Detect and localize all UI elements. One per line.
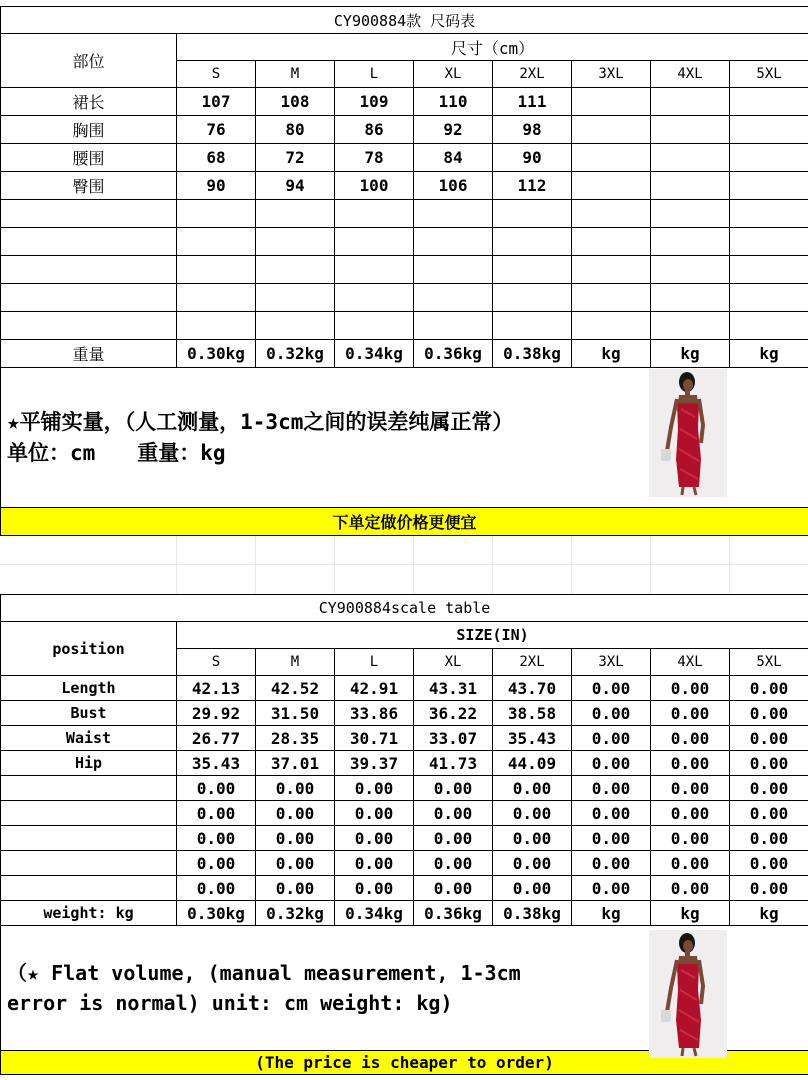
row-label: [1, 826, 177, 851]
measurement-cell: 0.00: [256, 851, 335, 876]
measurement-cell: [335, 312, 414, 340]
order-banner: 下单定做价格更便宜: [1, 508, 808, 536]
measurement-cell: 0.00: [730, 776, 808, 801]
measurement-cell: 0.00: [730, 676, 808, 701]
measurement-cell: [177, 312, 256, 340]
measurement-cell: 0.00: [651, 851, 730, 876]
row-label: [1, 256, 177, 284]
row-label: [1, 876, 177, 901]
measurement-cell: 39.37: [335, 751, 414, 776]
measurement-cell: [572, 172, 651, 200]
measurement-cell: 0.00: [256, 801, 335, 826]
note-line-2: error is normal) unit: cm weight: kg): [7, 991, 453, 1015]
measurement-cell: [730, 256, 808, 284]
size-label: 4XL: [651, 61, 730, 88]
weight-cell: kg: [572, 901, 651, 926]
size-label: 3XL: [572, 649, 651, 676]
table-row: [1, 88, 808, 116]
table-row: [1, 200, 808, 228]
measurement-cell: 0.00: [177, 876, 256, 901]
measurement-cell: [414, 256, 493, 284]
weight-cell: kg: [730, 901, 808, 926]
measurement-cell: [572, 144, 651, 172]
measurement-cell: 0.00: [493, 876, 572, 901]
row-label: 裙长: [1, 88, 177, 116]
table-row: [1, 826, 808, 851]
measurement-cell: [335, 284, 414, 312]
measurement-cell: 110: [414, 88, 493, 116]
row-label: Bust: [1, 701, 177, 726]
table-row: [1, 876, 808, 901]
measurement-cell: 0.00: [651, 726, 730, 751]
measurement-cell: 0.00: [730, 701, 808, 726]
measurement-cell: 0.00: [414, 776, 493, 801]
measurement-cell: [256, 312, 335, 340]
measurement-cell: 33.86: [335, 701, 414, 726]
measurement-cell: [651, 88, 730, 116]
row-label: [1, 284, 177, 312]
weight-cell: 0.30kg: [177, 901, 256, 926]
row-label: 胸围: [1, 116, 177, 144]
measurement-cell: [651, 200, 730, 228]
measurement-cell: 0.00: [730, 801, 808, 826]
measurement-cell: [414, 228, 493, 256]
measurement-cell: 0.00: [256, 776, 335, 801]
table-row: [1, 751, 808, 776]
size-label: 3XL: [572, 61, 651, 88]
weight-cell: 0.34kg: [335, 340, 414, 368]
row-label: [1, 801, 177, 826]
product-photo: [649, 369, 727, 497]
weight-cell: 0.34kg: [335, 901, 414, 926]
measurement-cell: [730, 312, 808, 340]
measurement-cell: [651, 172, 730, 200]
measurement-cell: 0.00: [177, 826, 256, 851]
measurement-cell: [572, 312, 651, 340]
measurement-cell: 42.91: [335, 676, 414, 701]
measurement-cell: 44.09: [493, 751, 572, 776]
measurement-cell: 0.00: [651, 701, 730, 726]
measurement-cell: 0.00: [572, 676, 651, 701]
measurement-cell: [414, 200, 493, 228]
measurement-cell: [256, 256, 335, 284]
measurement-cell: [651, 256, 730, 284]
measurement-cell: 43.31: [414, 676, 493, 701]
weight-cell: kg: [651, 901, 730, 926]
measurement-cell: [493, 312, 572, 340]
measurement-cell: [177, 200, 256, 228]
size-label: L: [335, 649, 414, 676]
measurement-cell: 108: [256, 88, 335, 116]
measurement-cell: 0.00: [572, 826, 651, 851]
measurement-cell: 94: [256, 172, 335, 200]
measurement-cell: [651, 144, 730, 172]
table-row: [1, 284, 808, 312]
measurement-cell: 0.00: [256, 876, 335, 901]
order-banner: (The price is cheaper to order): [1, 1051, 808, 1075]
measurement-cell: [651, 228, 730, 256]
table-title: CY900884scale table: [1, 595, 808, 622]
size-label: M: [256, 61, 335, 88]
table-row: [1, 144, 808, 172]
table-row: [1, 851, 808, 876]
measurement-cell: 0.00: [572, 851, 651, 876]
measurement-cell: 42.13: [177, 676, 256, 701]
measurement-cell: 86: [335, 116, 414, 144]
measurement-cell: 109: [335, 88, 414, 116]
measurement-cell: 0.00: [335, 826, 414, 851]
row-label: [1, 200, 177, 228]
size-label: 5XL: [730, 649, 808, 676]
row-label: Length: [1, 676, 177, 701]
measurement-cell: 0.00: [730, 851, 808, 876]
measurement-cell: [493, 200, 572, 228]
measurement-cell: 0.00: [335, 851, 414, 876]
measurement-cell: 0.00: [414, 826, 493, 851]
measurement-cell: 106: [414, 172, 493, 200]
measurement-cell: 0.00: [651, 776, 730, 801]
measurement-cell: 92: [414, 116, 493, 144]
measurement-cell: [493, 228, 572, 256]
measurement-cell: [572, 228, 651, 256]
measurement-cell: [572, 284, 651, 312]
measurement-cell: 35.43: [177, 751, 256, 776]
weight-cell: 0.38kg: [493, 901, 572, 926]
measurement-cell: [335, 228, 414, 256]
measurement-cell: 98: [493, 116, 572, 144]
measurement-cell: 0.00: [177, 801, 256, 826]
weight-cell: kg: [730, 340, 808, 368]
size-label: S: [177, 61, 256, 88]
measurement-cell: [335, 200, 414, 228]
weight-cell: 0.36kg: [414, 340, 493, 368]
note-line-1: （★ Flat volume, (manual measurement, 1-3cm: [7, 961, 521, 985]
measurement-cell: 42.52: [256, 676, 335, 701]
measurement-cell: 84: [414, 144, 493, 172]
weight-cell: 0.32kg: [256, 340, 335, 368]
weight-cell: 0.36kg: [414, 901, 493, 926]
measurement-cell: 41.73: [414, 751, 493, 776]
measurement-cell: 30.71: [335, 726, 414, 751]
measurement-cell: 37.01: [256, 751, 335, 776]
size-label: 2XL: [493, 649, 572, 676]
measurement-cell: 76: [177, 116, 256, 144]
measurement-cell: 72: [256, 144, 335, 172]
measurement-cell: [572, 116, 651, 144]
table-row: [1, 312, 808, 340]
measurement-cell: 107: [177, 88, 256, 116]
measurement-cell: 0.00: [493, 851, 572, 876]
measurement-cell: [256, 284, 335, 312]
measurement-cell: 78: [335, 144, 414, 172]
measurement-cell: 80: [256, 116, 335, 144]
measurement-cell: [177, 284, 256, 312]
weight-cell: kg: [651, 340, 730, 368]
weight-cell: kg: [572, 340, 651, 368]
size-label: 2XL: [493, 61, 572, 88]
measurement-cell: 26.77: [177, 726, 256, 751]
table-row: [1, 701, 808, 726]
measurement-cell: [177, 228, 256, 256]
measurement-cell: 0.00: [730, 726, 808, 751]
row-label: 腰围: [1, 144, 177, 172]
size-label: XL: [414, 61, 493, 88]
measurement-cell: 0.00: [572, 801, 651, 826]
weight-cell: 0.32kg: [256, 901, 335, 926]
measurement-cell: 0.00: [651, 826, 730, 851]
measurement-cell: 100: [335, 172, 414, 200]
table-row: [1, 228, 808, 256]
measurement-cell: 33.07: [414, 726, 493, 751]
measurement-cell: 0.00: [651, 876, 730, 901]
measurement-cell: 0.00: [414, 851, 493, 876]
measurement-cell: 0.00: [730, 826, 808, 851]
measurement-cell: [730, 144, 808, 172]
measurement-cell: [414, 284, 493, 312]
size-label: S: [177, 649, 256, 676]
weight-cell: 0.30kg: [177, 340, 256, 368]
measurement-cell: [730, 200, 808, 228]
row-label: [1, 312, 177, 340]
measurement-cell: 0.00: [730, 751, 808, 776]
measurement-cell: 90: [177, 172, 256, 200]
note-line-2: 单位：cm 重量：kg: [7, 440, 226, 465]
measurement-cell: 0.00: [572, 701, 651, 726]
row-label: Hip: [1, 751, 177, 776]
measurement-cell: [493, 256, 572, 284]
measurement-cell: 0.00: [493, 776, 572, 801]
measurement-cell: [572, 88, 651, 116]
measurement-cell: 0.00: [177, 851, 256, 876]
measurement-cell: 0.00: [414, 801, 493, 826]
row-label: Waist: [1, 726, 177, 751]
table-title: CY900884款 尺码表: [1, 7, 808, 34]
measurement-cell: [572, 256, 651, 284]
weight-label: 重量: [1, 340, 177, 368]
measurement-cell: 0.00: [730, 876, 808, 901]
measurement-cell: 0.00: [335, 876, 414, 901]
row-label: [1, 776, 177, 801]
spreadsheet-gap: [0, 536, 808, 594]
measurement-cell: 35.43: [493, 726, 572, 751]
measurement-cell: [177, 256, 256, 284]
measurement-cell: [730, 172, 808, 200]
measurement-cell: 0.00: [572, 776, 651, 801]
measurement-cell: 0.00: [651, 801, 730, 826]
measurement-cell: 111: [493, 88, 572, 116]
size-label: L: [335, 61, 414, 88]
size-label: 4XL: [651, 649, 730, 676]
table-row: [1, 676, 808, 701]
measurement-cell: 0.00: [335, 776, 414, 801]
measurement-cell: [651, 116, 730, 144]
measurement-cell: [730, 88, 808, 116]
table-row: [1, 172, 808, 200]
measurement-cell: 28.35: [256, 726, 335, 751]
row-label: 臀围: [1, 172, 177, 200]
measurement-cell: 0.00: [493, 801, 572, 826]
table-row: [1, 116, 808, 144]
measurement-cell: [572, 200, 651, 228]
measurement-cell: [493, 284, 572, 312]
measurement-cell: 0.00: [177, 776, 256, 801]
measurement-cell: 36.22: [414, 701, 493, 726]
measurement-cell: [256, 200, 335, 228]
position-header: 部位: [1, 34, 177, 88]
table-row: [1, 801, 808, 826]
position-header: position: [1, 622, 177, 676]
measurement-cell: [651, 312, 730, 340]
measurement-cell: 43.70: [493, 676, 572, 701]
size-header: 尺寸（cm）: [177, 34, 808, 61]
measurement-cell: 0.00: [256, 826, 335, 851]
size-label: 5XL: [730, 61, 808, 88]
weight-label: weight: kg: [1, 901, 177, 926]
size-label: M: [256, 649, 335, 676]
measurement-cell: 0.00: [414, 876, 493, 901]
table-row: [1, 726, 808, 751]
measurement-cell: 90: [493, 144, 572, 172]
size-header: SIZE(IN): [177, 622, 808, 649]
measurement-cell: [651, 284, 730, 312]
measurement-cell: 0.00: [572, 751, 651, 776]
weight-row: [1, 901, 808, 926]
measurement-cell: 0.00: [572, 876, 651, 901]
note-line-1: ★平铺实量，（人工测量，1-3cm之间的误差纯属正常）: [7, 409, 514, 434]
table-row: [1, 256, 808, 284]
measurement-cell: [256, 228, 335, 256]
measurement-cell: [335, 256, 414, 284]
measurement-cell: [730, 284, 808, 312]
measurement-cell: 68: [177, 144, 256, 172]
measurement-cell: 0.00: [335, 801, 414, 826]
measurement-cell: 31.50: [256, 701, 335, 726]
weight-cell: 0.38kg: [493, 340, 572, 368]
measurement-cell: 29.92: [177, 701, 256, 726]
measurement-cell: 112: [493, 172, 572, 200]
measurement-cell: 0.00: [493, 826, 572, 851]
size-label: XL: [414, 649, 493, 676]
weight-row: [1, 340, 808, 368]
measurement-cell: 0.00: [651, 676, 730, 701]
measurement-cell: [730, 228, 808, 256]
row-label: [1, 851, 177, 876]
product-photo: [649, 930, 727, 1058]
measurement-cell: 0.00: [651, 751, 730, 776]
row-label: [1, 228, 177, 256]
measurement-cell: 0.00: [572, 726, 651, 751]
measurement-cell: 38.58: [493, 701, 572, 726]
measurement-cell: [414, 312, 493, 340]
measurement-cell: [730, 116, 808, 144]
table-row: [1, 776, 808, 801]
